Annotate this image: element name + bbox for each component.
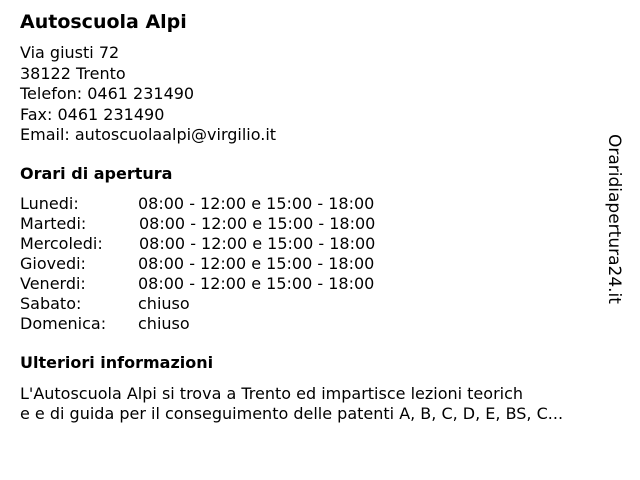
site-watermark: Oraridiapertura24.it [604,134,624,304]
hours-time: 08:00 - 12:00 e 15:00 - 18:00 [138,274,375,293]
hours-day: Domenica: [20,314,107,333]
hours-day: Sabato: [20,294,82,313]
email-address: Email: autoscuolaalpi@virgilio.it [20,125,277,144]
further-info-line: e e di guida per il conseguimento delle patenti A, B, C, D, E, BS, C... [20,404,564,423]
address-street: Via giusti 72 [20,43,120,62]
address-city: 38122 Trento [20,63,126,83]
hours-day: Martedi: [20,214,87,233]
further-info-heading: Ulteriori informazioni [20,353,214,372]
further-info-line: L'Autoscuola Alpi si trova a Trento ed impartisce lezioni teorich [20,384,524,403]
hours-day: Mercoledi: [20,234,103,253]
business-name: Autoscuola Alpi [20,11,187,33]
opening-hours-heading: Orari di apertura [20,164,173,183]
phone-number: Telefon: 0461 231490 [20,84,195,103]
hours-day: Venerdi: [20,274,86,293]
hours-time: 08:00 - 12:00 e 15:00 - 18:00 [138,254,375,273]
hours-time: chiuso [138,314,190,333]
hours-time: 08:00 - 12:00 e 15:00 - 18:00 [138,194,375,213]
fax-number: Fax: 0461 231490 [20,104,165,124]
further-info-text [20,384,563,424]
hours-time: chiuso [138,294,190,313]
contact-block [20,43,276,146]
hours-time: 08:00 - 12:00 e 15:00 - 18:00 [139,214,376,233]
hours-time: 08:00 - 12:00 e 15:00 - 18:00 [139,234,376,253]
hours-day: Lunedi: [20,194,79,213]
hours-day: Giovedi: [20,254,86,273]
